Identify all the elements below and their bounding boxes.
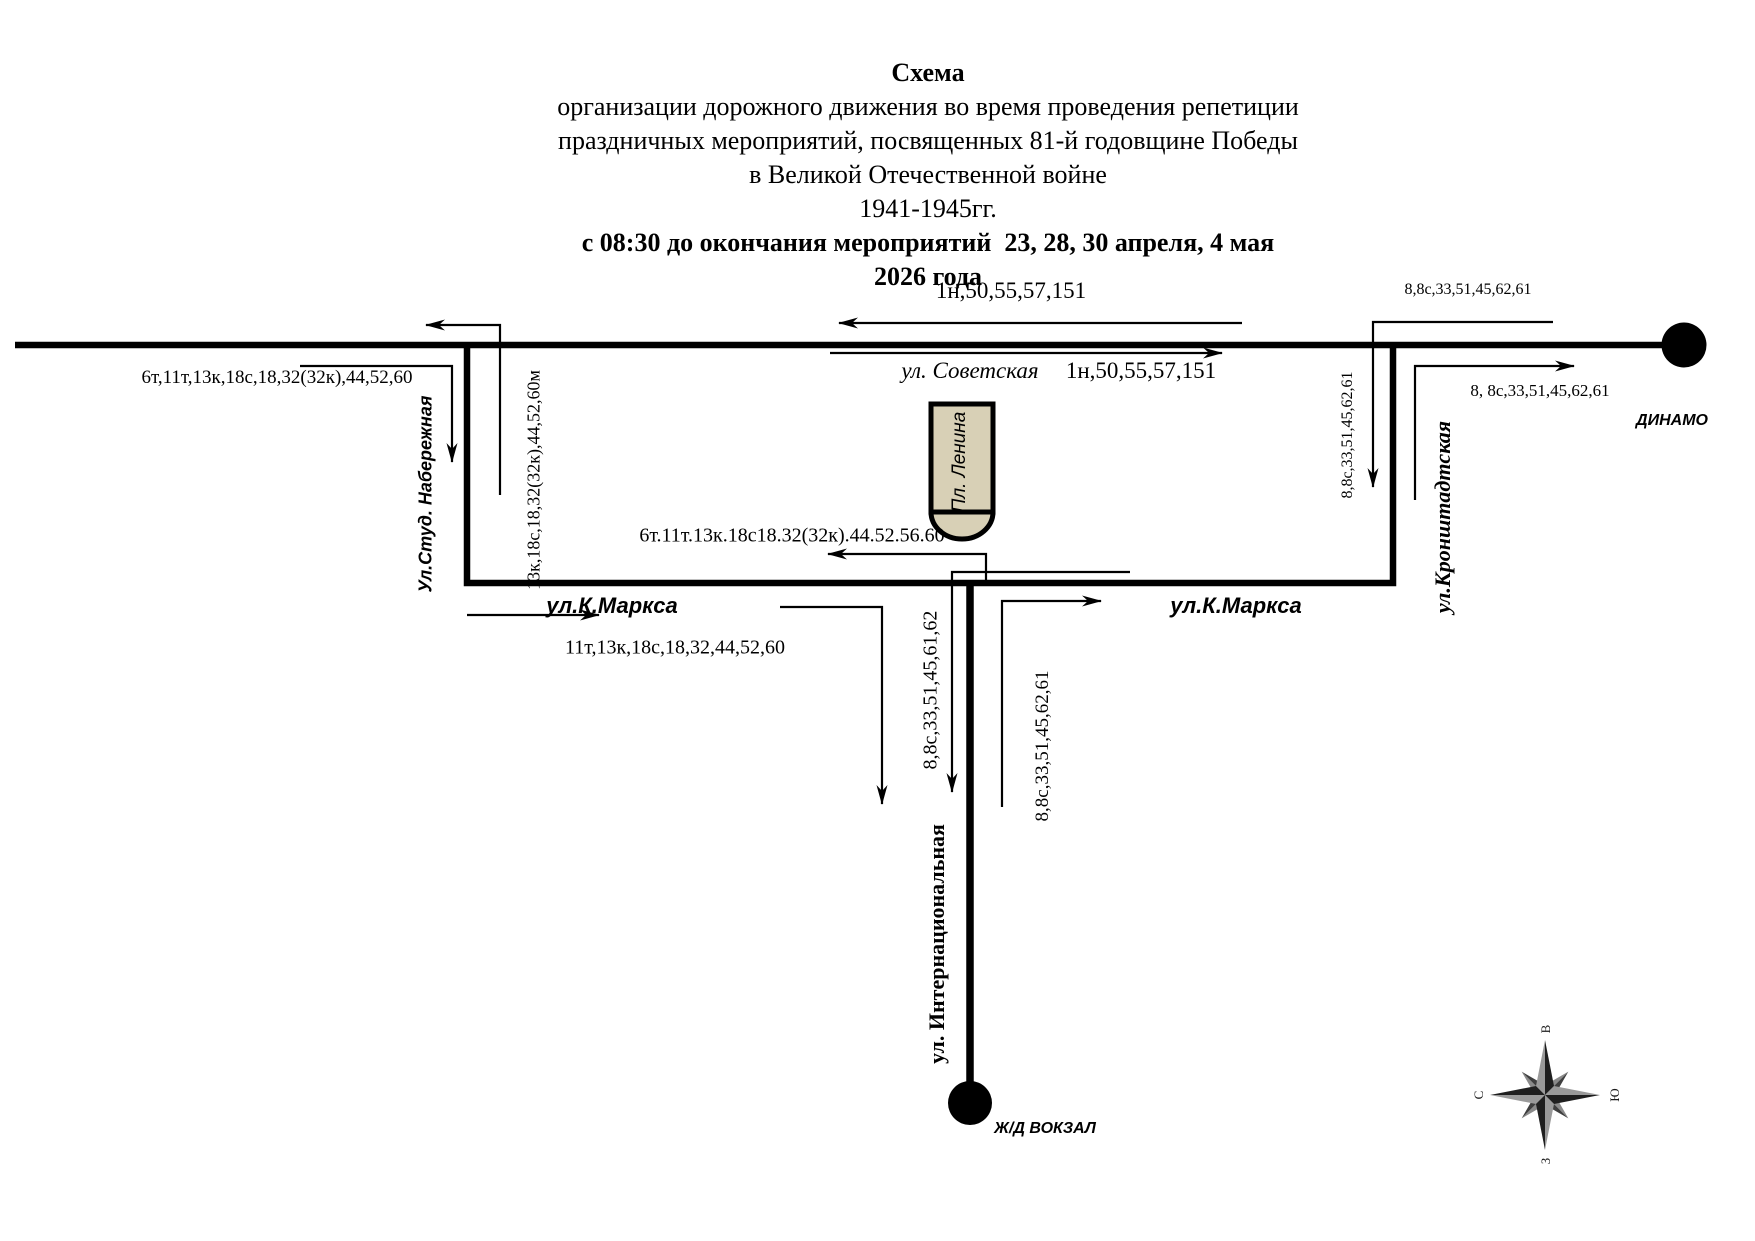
title-line-5: 1941-1945гг. [859,194,997,223]
routes-label-kronshtadt-vertical: 8,8с,33,51,45,62,61 [1339,371,1356,499]
title-line-4: в Великой Отечественной войне [749,160,1107,189]
routes-label-top-right: 8,8с,33,51,45,62,61 [1404,281,1532,298]
routes-label-intern-southbound: 8,8с,33,51,45,61,62 [919,610,942,770]
compass-label-east: В [1538,1024,1553,1034]
routes-label-sovetskaya-eastbound: 1н,50,55,57,151 [1065,358,1217,383]
street-label-kronshtadtskaya: ул.Кронштадтская [1430,420,1455,614]
routes-label-sovetskaya-westbound: 1н,50,55,57,151 [935,278,1087,303]
endpoint-label-station: Ж/Д ВОКЗАЛ [994,1120,1096,1137]
title-line-3: праздничных мероприятий, посвященных 81-й годовщине Победы [558,126,1298,155]
endpoint-label-dinamo: ДИНАМО [1636,412,1708,429]
compass-label-south: Ю [1607,1088,1622,1102]
compass-label-west: З [1538,1157,1553,1165]
compass-rose [1471,1024,1622,1164]
street-label-internatsionalnaya: ул. Интернациональная [924,824,949,1064]
street-label-sovetskaya: ул. Советская [901,358,1039,383]
scheme-title [100,56,1755,294]
street-label-stud-naberezhnaya: Ул.Студ. Набережная [415,395,436,593]
routes-label-intern-northbound: 8,8с,33,51,45,62,61 [1032,670,1053,822]
route-arrow-marxa-to-south [780,607,882,804]
street-label-k-marxa-left: ул.К.Маркса [546,593,678,618]
routes-label-right-exit: 8, 8с,33,51,45,62,61 [1470,381,1610,400]
title-line-7: 2026 года [873,262,983,291]
title-line-1: Схема [891,58,965,87]
routes-label-lenin-exit: 6т.11т.13к.18с18.32(32к).44.52.56.60 [639,524,945,547]
routes-label-left-vertical: 13к,18с,18,32(32к),44,52,60м [523,370,544,590]
street-label-k-marxa-right: ул.К.Маркса [1170,593,1302,618]
title-line-2: организации дорожного движения во время проведения репетиции [557,92,1299,121]
compass-cardinal-points [1490,1040,1600,1150]
routes-label-marxa-eastbound: 11т,13к,18с,18,32,44,52,60 [564,636,786,659]
dinamo-endpoint-circle [1662,323,1707,368]
route-arrow-lenin-exit-west [828,554,986,583]
station-endpoint-circle [948,1081,992,1125]
compass-label-north: С [1471,1090,1486,1100]
lenin-square-label: Пл. Ленина [949,411,970,513]
routes-label-top-left: 6т,11т,13к,18с,18,32(32к),44,52,60 [141,367,413,388]
route-arrow-naberezhnaya-to-west [426,325,500,495]
title-line-6: с 08:30 до окончания мероприятий 23, 28, 30 апреля, 4 мая [581,228,1275,257]
